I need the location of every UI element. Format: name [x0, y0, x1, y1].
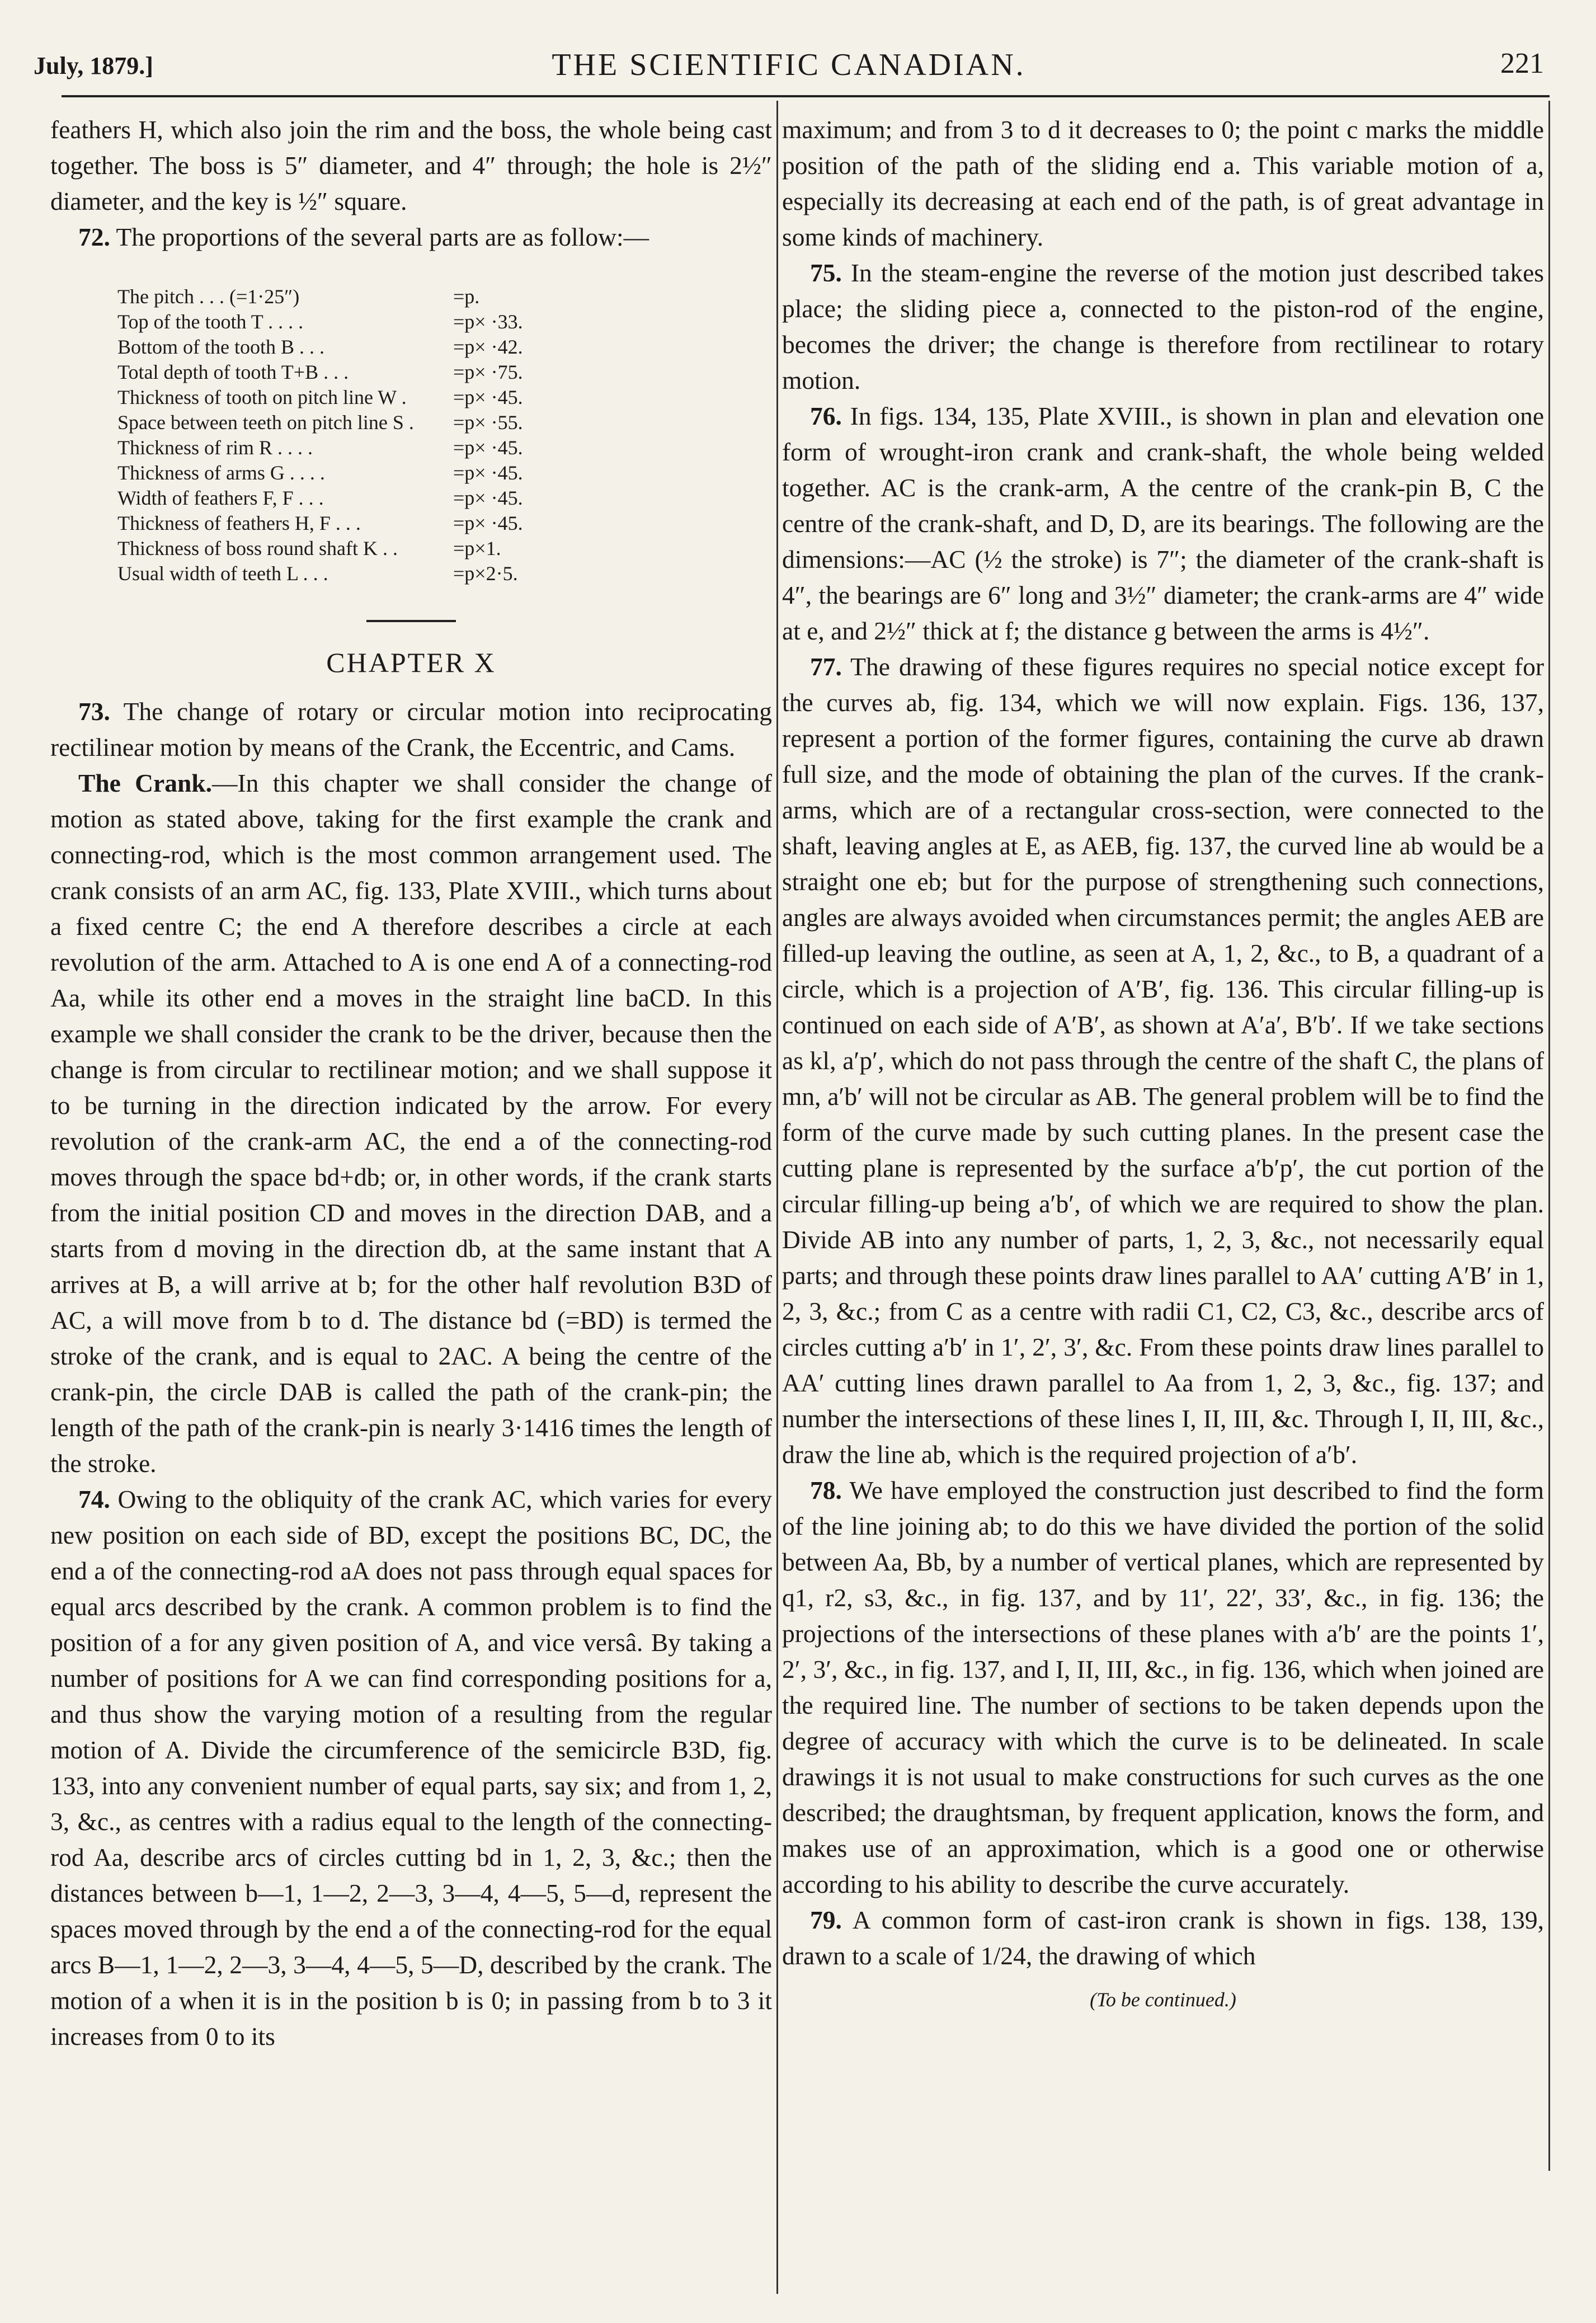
table-row — [50, 385, 772, 410]
right-column — [782, 112, 1544, 2305]
continued-note: (To be continued.) — [1090, 1988, 1236, 2011]
left-column — [50, 112, 772, 2305]
table-cell-label: Thickness of arms G . . . . — [117, 462, 325, 484]
paragraph-76 — [782, 398, 1544, 649]
section-number: 73. — [78, 697, 110, 726]
table-cell-label: Thickness of tooth on pitch line W . — [117, 386, 407, 408]
right-frame-rule — [1548, 101, 1550, 2171]
paragraph-74 — [50, 1482, 772, 2054]
section-number: 75. — [810, 258, 842, 287]
table-cell-value: =p× ·45. — [453, 512, 523, 534]
table-cell-label: Thickness of boss round shaft K . . — [117, 537, 398, 559]
paragraph-72 — [50, 219, 772, 255]
section-number: 74. — [78, 1485, 110, 1513]
table-cell-label: Space between teeth on pitch line S . — [117, 411, 414, 434]
table-cell-value: =p×1. — [453, 537, 501, 559]
table-row — [50, 536, 772, 561]
table-cell-value: =p×2·5. — [453, 562, 518, 585]
paragraph-text: A common form of cast-iron crank is shown in figs. 138, 139, drawn to a scale of 1/24, the drawing of which — [782, 1906, 1544, 1970]
paragraph-text: Owing to the obliquity of the crank AC, which varies for every new position on each side of BD, except the positions BC, DC, the end a of the connecting-rod aA does not pass through equal spaces for equal arcs described by the crank. A common problem is to find the position of a for any given position of A, and vice versâ. By taking a number of positions for A we can find corresponding positions for a, and thus show the varying motion of a resulting from the regular motion of A. Divide the circumference of the semicircle B3D, fig. 133, into any convenient number of equal parts, say six; and from 1, 2, 3, &c., as centres with a radius equal to the length of the connecting-rod Aa, describe arcs of circles cutting bd in 1, 2, 3, &c.; then the distances between b—1, 1—2, 2—3, 3—4, 4—5, 5—d, represent the spaces moved through by the end a of the connecting-rod for the equal arcs B—1, 1—2, 2—3, 3—4, 4—5, 5—D, described by the crank. The motion of a when it is in the position b is 0; in passing from b to 3 it increases from 0 to its — [50, 1485, 772, 2051]
table-cell-label: Thickness of feathers H, F . . . — [117, 512, 361, 534]
issue-date: July, 1879.] — [34, 52, 153, 79]
table-row — [50, 561, 772, 586]
table-cell-label: Top of the tooth T . . . . — [117, 311, 304, 333]
table-row — [50, 435, 772, 460]
header-rule — [62, 95, 1550, 97]
table-cell-value: =p× ·75. — [453, 361, 523, 383]
paragraph-crank — [50, 765, 772, 1482]
table-cell-value: =p× ·42. — [453, 336, 523, 358]
paragraph-text: The change of rotary or circular motion into reciprocating rectilinear motion by means of the Crank, the Eccentric, and Cams. — [50, 697, 772, 761]
run-in-heading: The Crank. — [78, 769, 212, 797]
proportions-table — [50, 284, 772, 586]
table-row — [50, 460, 772, 486]
paragraph-79 — [782, 1902, 1544, 1974]
table-cell-label: Thickness of rim R . . . . — [117, 436, 313, 459]
table-cell-value: =p× ·55. — [453, 411, 523, 434]
table-cell-value: =p× ·45. — [453, 487, 523, 509]
chapter-heading: CHAPTER X — [326, 647, 496, 678]
paragraph-text: We have employed the construction just described to find the form of the line joining ab; to do this we have divided the portion of the solid between Aa, Bb, by a number of vertical planes, which are represented by q1, r2, s3, &c., in fig. 137, and by 11′, 22′, 33′, &c., in fig. 136; the projections of the intersections of these planes with a′b′ are the points 1′, 2′, 3′, &c., in fig. 137, and I, II, III, &c., in fig. 136, which when joined are the required line. The number of sections to be taken depends upon the degree of accuracy with which the curve is to be delineated. In scale drawings it is not usual to make constructions for such curves as the one described; the draughtsman, by frequent application, knows the form, and makes use of an approximation, which is a good one or otherwise according to his ability to describe the curve accurately. — [782, 1476, 1544, 1898]
table-cell-label: Total depth of tooth T+B . . . — [117, 361, 349, 383]
section-number: 76. — [810, 402, 842, 430]
table-row — [50, 284, 772, 309]
column-divider — [776, 101, 778, 2294]
page-header — [34, 47, 1544, 86]
paragraph-73 — [50, 694, 772, 765]
paragraph-77 — [782, 649, 1544, 1473]
table-cell-label: Usual width of teeth L . . . — [117, 562, 328, 585]
paragraph-text: In the steam-engine the reverse of the motion just described takes place; the sliding piece a, connected to the piston-rod of the engine, becomes the driver; the change is therefore from rectilinear to rotary motion. — [782, 258, 1544, 394]
table-cell-value: =p× ·45. — [453, 436, 523, 459]
table-row — [50, 486, 772, 511]
table-cell-label: The pitch . . . (=1·25″) — [117, 285, 300, 308]
table-cell-value: =p× ·45. — [453, 386, 523, 408]
table-row — [50, 309, 772, 335]
table-cell-value: =p× ·33. — [453, 311, 523, 333]
paragraph-continued: feathers H, which also join the rim and the boss, the whole being cast together. The boss is 5″ diameter, and 4″ through; the hole is 2½″ diameter, and the key is ½″ square. — [50, 115, 772, 215]
paragraph-78 — [782, 1473, 1544, 1902]
table-cell-value: =p× ·45. — [453, 462, 523, 484]
table-row — [50, 360, 772, 385]
section-number: 77. — [810, 652, 842, 681]
section-number: 79. — [810, 1906, 842, 1934]
section-number: 72. — [78, 223, 110, 251]
journal-title: THE SCIENTIFIC CANADIAN. — [552, 48, 1026, 82]
table-row — [50, 410, 772, 435]
table-cell-label: Bottom of the tooth B . . . — [117, 336, 325, 358]
table-row — [50, 511, 772, 536]
table-cell-value: =p. — [453, 285, 480, 308]
paragraph-75 — [782, 255, 1544, 398]
paragraph-text: In figs. 134, 135, Plate XVIII., is shown in plan and elevation one form of wrought-iron crank and crank-shaft, the whole being welded together. AC is the crank-arm, A the centre of the crank-pin B, C the centre of the crank-shaft, and D, D, are its bearings. The following are the dimensions:—AC (½ the stroke) is 7″; the diameter of the crank-shaft is 4″, the bearings are 6″ long and 3½″ diameter; the crank-arms are 4″ wide at e, and 2½″ thick at f; the distance g between the arms is 4½″. — [782, 402, 1544, 645]
paragraph-text: The proportions of the several parts are as follow:— — [116, 223, 649, 251]
section-rule — [366, 620, 456, 622]
page-number: 221 — [1500, 48, 1544, 79]
table-cell-label: Width of feathers F, F . . . — [117, 487, 324, 509]
section-number: 78. — [810, 1476, 842, 1504]
table-row — [50, 335, 772, 360]
paragraph-text: The drawing of these figures requires no special notice except for the curves ab, fig. 134, which we will now explain. Figs. 136, 137, represent a portion of the former figures, containing the curve ab drawn full size, and the mode of obtaining the plan of the curves. If the crank-arms, which are of a rectangular cross-section, were connected to the shaft, leaving angles at E, as AEB, fig. 137, the curved line ab would be a straight one eb; but for the purpose of strengthening such connections, angles are always avoided when circumstances permit; the angles AEB are filled-up leaving the outline, as seen at A, 1, 2, &c., to B, a quadrant of a circle, which is a projection of A′B′, fig. 136. This circular filling-up is continued on each side of A′B′, as shown at A′a′, B′b′. If we take sections as kl, a′p′, which do not pass through the centre of the shaft C, the plans of mn, a′b′ will not be circular as AB. The general problem will be to find the form of the curve made by such cutting planes. In the present case the cutting plane is represented by the surface a′b′p′, the cut portion of the circular filling-up being a′b′, of which we are required to show the plan. Divide AB into any number of parts, 1, 2, 3, &c., not necessarily equal parts; and through these points draw lines parallel to AA′ cutting A′B′ in 1, 2, 3, &c.; from C as a centre with radii C1, C2, C3, &c., describe arcs of circles cutting a′b′ in 1′, 2′, 3′, &c. From these points draw lines parallel to AA′ cutting lines drawn parallel to Aa from 1, 2, 3, &c., fig. 137; and number the intersections of these lines I, II, III, &c. Through I, II, III, &c., draw the line ab, which is the required projection of a′b′. — [782, 652, 1544, 1469]
paragraph-continued: maximum; and from 3 to d it decreases to 0; the point c marks the middle position of the path of the sliding end a. This variable motion of a, especially its decreasing at each end of the path, is of great advantage in some kinds of machinery. — [782, 115, 1544, 251]
paragraph-text: —In this chapter we shall consider the change of motion as stated above, taking for the first example the crank and connecting-rod, which is the most common arrangement used. The crank consists of an arm AC, fig. 133, Plate XVIII., which turns about a fixed centre C; the end A therefore describes a circle at each revolution of the arm. Attached to A is one end A of a connecting-rod Aa, while its other end a moves in the straight line baCD. In this example we shall consider the crank to be the driver, because then the change is from circular to rectilinear motion; and we shall suppose it to be turning in the direction indicated by the arrow. For every revolution of the crank-arm AC, the end a of the connecting-rod moves through the space bd+db; or, in other words, if the crank starts from the initial position CD and moves in the direction DAB, and a starts from d moving in the direction db, at the same instant that A arrives at B, a will arrive at b; for the other half revolution B3D of AC, a will move from b to d. The distance bd (=BD) is termed the stroke of the crank, and is equal to 2AC. A being the centre of the crank-pin, the circle DAB is called the path of the crank-pin; the length of the path of the crank-pin is nearly 3·1416 times the length of the stroke. — [50, 769, 772, 1478]
